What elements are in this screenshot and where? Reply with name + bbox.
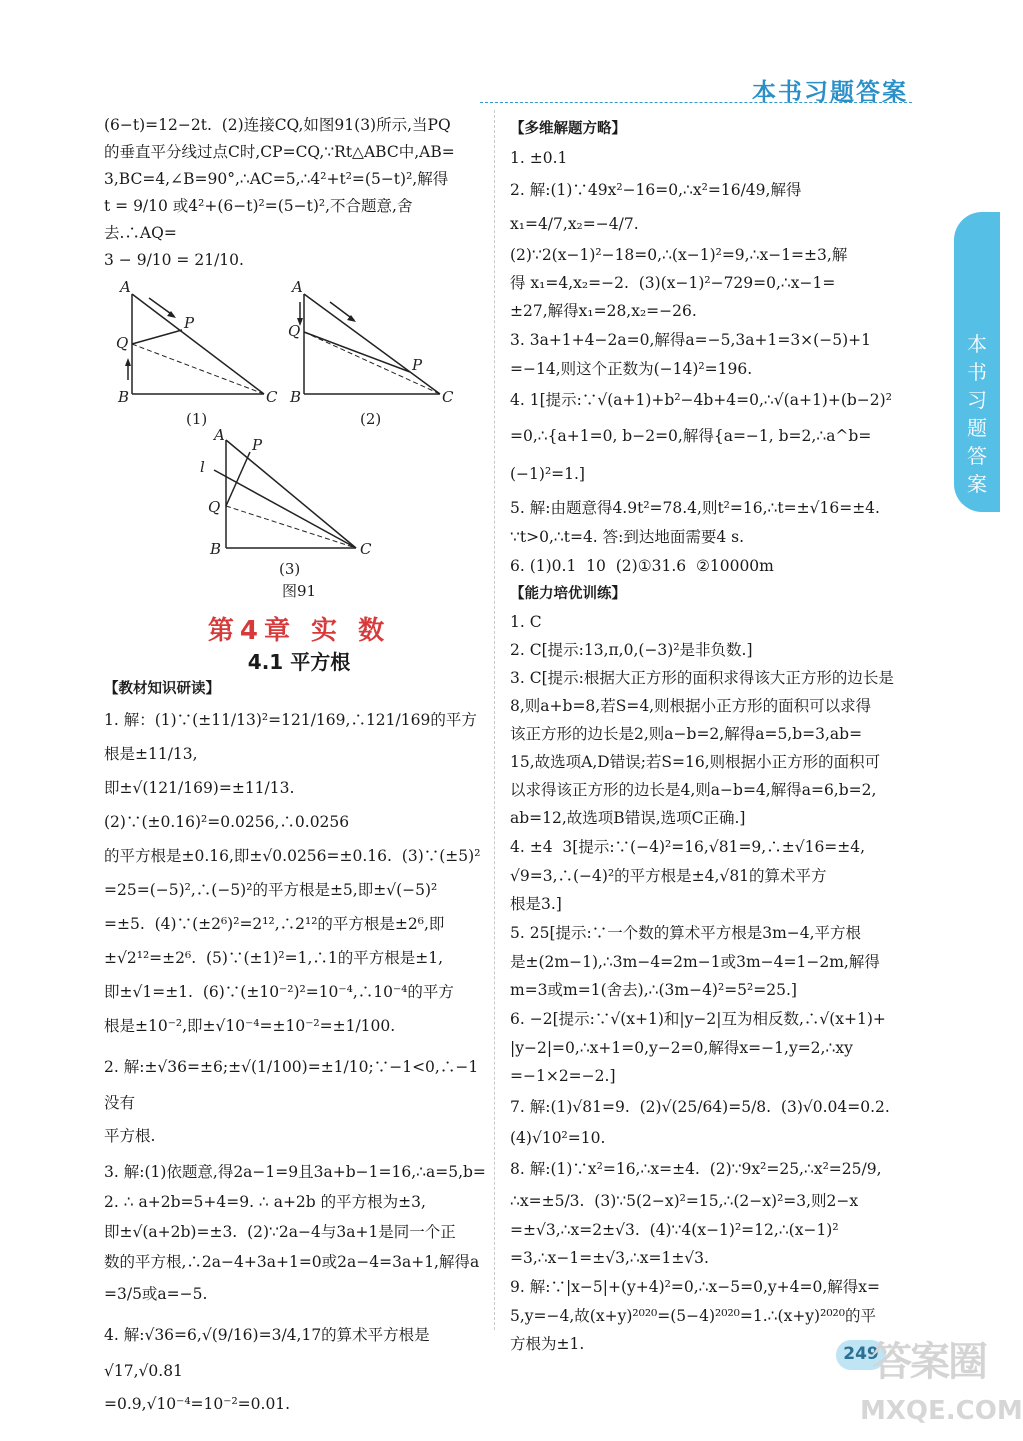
section-title: 4.1 平方根 <box>247 650 351 674</box>
running-header-title: 本书习题答案 <box>752 78 908 106</box>
answer-line: 1. C <box>510 613 542 631</box>
figure-caption: 图91 <box>281 582 317 600</box>
label-b: B <box>118 388 130 406</box>
column-divider <box>494 110 495 1330</box>
header-rule <box>480 102 912 103</box>
figure-91-1 <box>116 278 278 428</box>
answer-line: ±27,解得x₁=28,x₂=−26. <box>510 302 697 320</box>
answer-line: 5. 25[提示:∵一个数的算术平方根是3m−4,平方根 <box>510 924 862 942</box>
answer-line: 即±√(121/169)=±11/13. (2)∵(±0.16)²=0.0256,∴0.0256 <box>104 779 350 831</box>
answer-line: 该正方形的边长是2,则a−b=2,解得a=5,b=3,ab= <box>510 725 863 743</box>
section-label: 【能力培优训练】 <box>510 586 626 602</box>
side-tab-label: 本书习题答案 <box>967 332 987 496</box>
subfigure-label-3: (3) <box>279 560 301 578</box>
answer-line: ∵t>0,∴t=4. 答:到达地面需要4 s. <box>510 528 745 546</box>
answer-line: 6. −2[提示:∵√(x+1)和|y−2|互为相反数,∴√(x+1)+ <box>510 1010 886 1028</box>
answer-line: (4)√10²=10. <box>510 1129 606 1147</box>
answer-line: 数的平方根,∴2a−4+3a+1=0或2a−4=3a+1,解得a <box>104 1253 480 1271</box>
answer-line: 2. C[提示:13,π,0,(−3)²是非负数.] <box>510 641 753 659</box>
page-number: 249 <box>843 1344 879 1364</box>
answer-line: ab=12,故选项B错误,选项C正确.] <box>510 809 746 827</box>
label-q: Q <box>288 322 301 340</box>
answer-line: 根是3.] <box>510 895 562 913</box>
label-q: Q <box>208 498 221 516</box>
label-c: C <box>442 388 454 406</box>
answer-line: 以求得该正方形的边长是4,则a−b=4,解得a=6,b=2, <box>510 781 877 799</box>
answer-line: 8,则a+b=8,若S=4,则根据小正方形的面积可以求得 <box>510 697 872 715</box>
answer-line: (2)∵2(x−1)²−18=0,∴(x−1)²=9,∴x−1=±3,解 <box>510 246 848 264</box>
answer-line: 1. 解：(1)∵(±11/13)²=121/169,∴121/169的平方根是±11/13, <box>104 711 477 763</box>
answer-line: 3. C[提示:根据大正方形的面积求得该大正方形的边长是 <box>510 669 894 687</box>
answer-line: 即±√(a+2b)=±3. (2)∵2a−4与3a+1是同一个正 <box>104 1223 456 1241</box>
answer-line: =±√3,∴x=2±√3. (4)∵4(x−1)²=12,∴(x−1)² <box>510 1221 839 1239</box>
answer-line: =3/5或a=−5. <box>104 1285 208 1303</box>
label-a: A <box>120 278 131 296</box>
text-line: (6−t)=12−2t. (2)连接CQ,如图91(3)所示,当PQ <box>104 116 451 134</box>
figure-91 <box>104 272 494 602</box>
label-p: P <box>412 356 423 374</box>
right-text <box>510 116 912 1358</box>
answer-line: 平方根. <box>104 1127 156 1145</box>
answer-line: 9. 解:∵|x−5|+(y+4)²=0,∴x−5=0,y+4=0,解得x= <box>510 1278 880 1296</box>
figure-91-2 <box>288 278 454 428</box>
answer-line: 4. ±4 3[提示:∵(−4)²=16,√81=9,∴±√16=±4, <box>510 838 866 856</box>
answer-line: 得 x₁=4,x₂=−2. (3)(x−1)²−729=0,∴x−1= <box>510 274 836 292</box>
answer-line: 4. 1[提示:∵√(a+1)+b²−4b+4=0,∴√(a+1)+(b−2)² <box>510 391 892 409</box>
answer-line: ±√2¹²=±2⁶. (5)∵(±1)²=1,∴1的平方根是±1, <box>104 949 444 967</box>
answer-line: 1. ±0.1 <box>510 149 568 167</box>
answer-line: 2. ∴ a+2b=5+4=9. ∴ a+2b 的平方根为±3, <box>104 1193 426 1211</box>
label-b: B <box>210 540 222 558</box>
answer-line: |y−2|=0,∴x+1=0,y−2=0,解得x=−1,y=2,∴xy <box>510 1039 853 1057</box>
answer-line: 即±√1=±1. (6)∵(±10⁻²)²=10⁻⁴,∴10⁻⁴的平方 <box>104 983 454 1001</box>
answer-line: 5. 解:由题意得4.9t²=78.4,则t²=16,∴t=±√16=±4. <box>510 499 880 517</box>
answer-line: 3. 解:(1)依题意,得2a−1=9且3a+b−1=16,∴a=5,b= <box>104 1163 486 1181</box>
answer-line: =±5. (4)∵(±2⁶)²=2¹²,∴2¹²的平方根是±2⁶,即 <box>104 915 445 933</box>
answer-line: ∴x=±5/3. (3)∵5(2−x)²=15,∴(2−x)²=3,则2−x <box>510 1192 859 1210</box>
chapter-title: 第4章 实 数 <box>207 616 391 646</box>
answer-line: 8. 解:(1)∵x²=16,∴x=±4. (2)∵9x²=25,∴x²=25/9, <box>510 1160 882 1178</box>
watermark-url: MXQE.COM <box>860 1396 1023 1426</box>
subfigure-label-1: (1) <box>186 410 208 428</box>
answer-line: √9=3,∴(−4)²的平方根是±4,√81的算术平方 <box>510 867 827 885</box>
answer-line: 2. 解:±√36=±6;±√(1/100)=±1/10;∵−1<0,∴−1没有 <box>104 1058 479 1112</box>
answer-line: =−14,则这个正数为(−14)²=196. <box>510 360 753 378</box>
answer-line: 5,y=−4,故(x+y)²⁰²⁰=(5−4)²⁰²⁰=1.∴(x+y)²⁰²⁰的平 <box>510 1307 876 1325</box>
label-a: A <box>292 278 303 296</box>
answer-line: =−1×2=−2.] <box>510 1067 616 1085</box>
text-line: 的垂直平分线过点C时,CP=CQ,∵Rt△ABC中,AB= <box>104 143 455 161</box>
answer-line: 根是±10⁻²,即±√10⁻⁴=±10⁻²=±1/100. <box>104 1017 396 1035</box>
figure-91-3 <box>200 426 372 578</box>
answer-line: 的平方根是±0.16,即±√0.0256=±0.16. (3)∵(±5)² <box>104 847 481 865</box>
label-p: P <box>252 436 263 454</box>
label-c: C <box>360 540 372 558</box>
text-line: t = 9/10 或4²+(6−t)²=(5−t)²,不合题意,舍去.∴AQ= <box>104 197 413 242</box>
answer-line: =0,∴{a+1=0, b−2=0,解得{a=−1, b=2,∴a^b=(−1)²=1.] <box>510 427 872 483</box>
text-line: 3 − 9/10 = 21/10. <box>104 251 244 269</box>
label-q: Q <box>116 334 129 352</box>
answer-line: 6. (1)0.1 10 (2)①31.6 ②10000m <box>510 557 774 575</box>
label-p: P <box>184 314 195 332</box>
answer-line: 是±(2m−1),∴3m−4=2m−1或3m−4=1−2m,解得 <box>510 953 880 971</box>
answer-line: =25=(−5)²,∴(−5)²的平方根是±5,即±√(−5)² <box>104 881 438 899</box>
answer-line: m=3或m=1(舍去),∴(3m−4)²=5²=25.] <box>510 981 797 999</box>
answer-line: 3. 3a+1+4−2a=0,解得a=−5,3a+1=3×(−5)+1 <box>510 331 871 349</box>
answer-line: =3,∴x−1=±√3,∴x=1±√3. <box>510 1249 709 1267</box>
answer-line: 7. 解:(1)√81=9. (2)√(25/64)=5/8. (3)√0.04=0.2. <box>510 1098 890 1116</box>
label-l: l <box>200 458 205 476</box>
label-a: A <box>214 426 225 444</box>
answer-line: 4. 解:√36=6,√(9/16)=3/4,17的算术平方根是√17,√0.81 <box>104 1326 430 1380</box>
label-b: B <box>290 388 302 406</box>
left-top-text <box>104 112 484 274</box>
watermark-logo: 答案圈 <box>872 1339 986 1385</box>
left-main-text <box>104 676 490 1419</box>
section-label: 【多维解题方略】 <box>510 121 626 137</box>
answer-line: =0.9,√10⁻⁴=10⁻²=0.01. <box>104 1395 291 1413</box>
answer-line: 15,故选项A,D错误;若S=16,则根据小正方形的面积可 <box>510 753 881 771</box>
subfigure-label-2: (2) <box>360 410 382 428</box>
answer-line: 2. 解:(1)∵49x²−16=0,∴x²=16/49,解得x₁=4/7,x₂=−4/7. <box>510 181 802 233</box>
answer-line: 方根为±1. <box>510 1335 585 1353</box>
text-line: 3,BC=4,∠B=90°,∴AC=5,∴4²+t²=(5−t)²,解得 <box>104 170 449 188</box>
section-label: 【教材知识研读】 <box>104 681 220 697</box>
label-c: C <box>266 388 278 406</box>
